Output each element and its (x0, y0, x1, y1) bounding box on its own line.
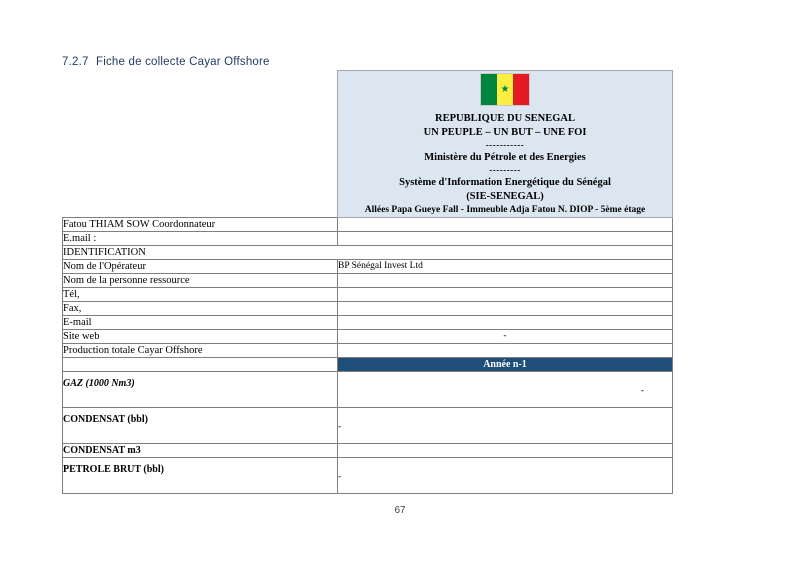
section-heading-number: 7.2.7 (62, 56, 89, 68)
production-header-row (63, 358, 673, 372)
header-separator-1: ----------- (485, 140, 525, 150)
website-value[interactable]: - (338, 330, 673, 344)
resource-person-label: Nom de la personne ressource (63, 274, 338, 288)
coordinator-email-value[interactable] (338, 232, 673, 246)
coordinator-value[interactable] (338, 218, 673, 232)
condensate-m3-label: CONDENSAT m3 (63, 444, 338, 458)
table-row (63, 444, 673, 458)
email-label: E-mail (63, 316, 338, 330)
table-row (63, 302, 673, 316)
ministry-name: Ministère du Pétrole et des Energies (424, 152, 586, 163)
operator-name-label: Nom de l'Opérateur (63, 260, 338, 274)
email-value[interactable] (338, 316, 673, 330)
gas-value[interactable]: - (338, 372, 673, 408)
identification-section-row (63, 246, 673, 260)
table-row (63, 274, 673, 288)
table-row (63, 372, 673, 408)
production-header-spacer (63, 358, 338, 372)
condensate-bbl-label: CONDENSAT (bbl) (63, 408, 338, 444)
flag-band-yellow (497, 74, 513, 105)
condensate-m3-value[interactable] (338, 444, 673, 458)
section-heading-title: Fiche de collecte Cayar Offshore (96, 56, 270, 68)
coordinator-email-label: E.mail : (63, 232, 338, 246)
collection-form-table (62, 70, 673, 494)
table-row (63, 288, 673, 302)
system-name: Système d'Information Energétique du Sénégal (399, 177, 611, 188)
resource-person-value[interactable] (338, 274, 673, 288)
flag-band-green (481, 74, 497, 105)
flag-star-icon: ★ (500, 84, 510, 95)
operator-name-value[interactable]: BP Sénégal Invest Ltd (338, 260, 673, 274)
fax-label: Fax, (63, 302, 338, 316)
table-row (63, 458, 673, 494)
flag-band-red (513, 74, 529, 105)
crude-oil-value[interactable]: - (338, 458, 673, 494)
coordinator-row (63, 218, 673, 232)
total-production-value[interactable] (338, 344, 673, 358)
senegal-flag-icon (480, 73, 530, 106)
form-header-row (63, 71, 673, 218)
table-row (63, 330, 673, 344)
telephone-value[interactable] (338, 288, 673, 302)
national-motto: UN PEUPLE – UN BUT – UNE FOI (423, 127, 587, 138)
system-acronym: (SIE-SENEGAL) (466, 191, 544, 202)
official-header-block (338, 71, 673, 218)
table-row (63, 260, 673, 274)
table-row (63, 408, 673, 444)
table-row (63, 344, 673, 358)
table-row (63, 316, 673, 330)
website-label: Site web (63, 330, 338, 344)
coordinator-email-row (63, 232, 673, 246)
coordinator-label: Fatou THIAM SOW Coordonnateur (63, 218, 338, 232)
gas-label: GAZ (1000 Nm3) (63, 372, 338, 408)
header-left-spacer (63, 71, 338, 218)
production-year-column-header: Année n-1 (338, 358, 673, 372)
header-separator-2: --------- (489, 165, 521, 175)
total-production-label: Production totale Cayar Offshore (63, 344, 338, 358)
crude-oil-label: PETROLE BRUT (bbl) (63, 458, 338, 494)
identification-section-title: IDENTIFICATION (63, 246, 673, 260)
page-number: 67 (394, 505, 406, 516)
fax-value[interactable] (338, 302, 673, 316)
republic-title: REPUBLIQUE DU SENEGAL (434, 113, 576, 124)
condensate-bbl-value[interactable]: - (338, 408, 673, 444)
office-address: Allées Papa Gueye Fall - Immeuble Adja Fatou N. DIOP - 5ème étage (364, 205, 646, 215)
telephone-label: Tél, (63, 288, 338, 302)
section-heading (62, 56, 270, 68)
